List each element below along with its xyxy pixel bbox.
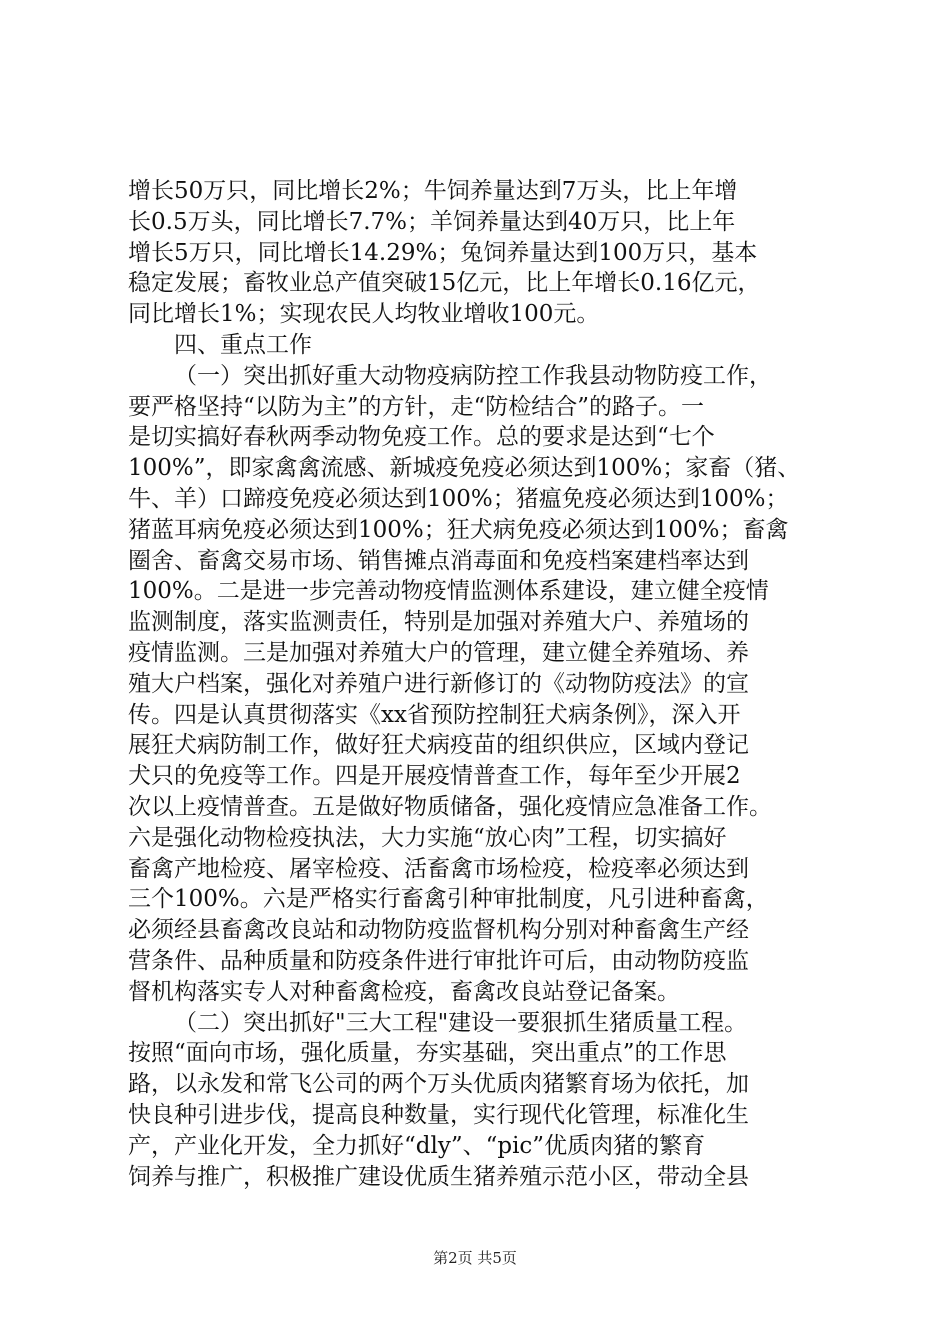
text-line: 稳定发展；畜牧业总产值突破15亿元，比上年增长0.16亿元， <box>128 270 761 297</box>
text-line: 增长50万只，同比增长2%；牛饲养量达到7万头，比上年增 <box>128 178 738 204</box>
text-line: 畜禽产地检疫、屠宰检疫、活畜禽市场检疫，检疫率必须达到 <box>128 855 749 882</box>
text-line: 展狂犬病防制工作，做好狂犬病疫苗的组织供应，区域内登记 <box>128 732 749 759</box>
text-line: 督机构落实专人对种畜禽检疫，畜禽改良站登记备案。 <box>128 978 680 1005</box>
text-line: 产，产业化开发，全力抓好“dly”、“pic”优质肉猪的繁育 <box>128 1132 706 1159</box>
text-line: 犬只的免疫等工作。四是开展疫情普查工作，每年至少开展2 <box>128 763 741 790</box>
text-line: 是切实搞好春秋两季动物免疫工作。总的要求是达到“七个 <box>128 424 715 451</box>
text-line: 快良种引进步伐，提高良种数量，实行现代化管理，标准化生 <box>128 1101 749 1128</box>
text-line: 要严格坚持“以防为主”的方针，走“防检结合”的路子。一 <box>128 393 705 420</box>
text-line: 100%。二是进一步完善动物疫情监测体系建设，建立健全疫情 <box>128 578 769 605</box>
text-line: 营条件、品种质量和防疫条件进行审批许可后，由动物防疫监 <box>128 947 749 974</box>
text-line: （一）突出抓好重大动物疫病防控工作我县动物防疫工作， <box>174 362 772 389</box>
text-line: 按照“面向市场，强化质量，夯实基础，突出重点”的工作思 <box>128 1040 727 1067</box>
text-line: 疫情监测。三是加强对养殖大户的管理，建立健全养殖场、养 <box>128 639 749 666</box>
text-line: 必须经县畜禽改良站和动物防疫监督机构分别对种畜禽生产经 <box>128 917 749 944</box>
text-line: 圈舍、畜禽交易市场、销售摊点消毒面和免疫档案建档率达到 <box>128 547 749 574</box>
text-line: 路，以永发和常飞公司的两个万头优质肉猪繁育场为依托，加 <box>128 1071 749 1098</box>
text-line: 三个100%。六是严格实行畜禽引种审批制度，凡引进种畜禽， <box>128 886 769 913</box>
text-line: 牛、羊）口蹄疫免疫必须达到100%；猪瘟免疫必须达到100%； <box>128 485 789 512</box>
text-line: 传。四是认真贯彻落实《xx省预防控制狂犬病条例》，深入开 <box>128 701 741 728</box>
text-line: 次以上疫情普查。五是做好物质储备，强化疫情应急准备工作。 <box>128 793 772 820</box>
document-body <box>128 176 840 1192</box>
text-line: （二）突出抓好"三大工程"建设一要狠抓生猪质量工程。 <box>174 1009 748 1036</box>
text-line: 增长5万只，同比增长14.29%；兔饲养量达到100万只，基本 <box>128 239 758 266</box>
text-line: 监测制度，落实监测责任，特别是加强对养殖大户、养殖场的 <box>128 609 749 636</box>
text-line: 殖大户档案，强化对养殖户进行新修订的《动物防疫法》的宣 <box>128 670 749 697</box>
text-line: 同比增长1%；实现农民人均牧业增收100元。 <box>128 301 600 328</box>
text-line: 四、重点工作 <box>174 331 312 358</box>
text-line: 100%”，即家禽禽流感、新城疫免疫必须达到100%；家畜（猪、 <box>128 455 801 482</box>
text-line: 猪蓝耳病免疫必须达到100%；狂犬病免疫必须达到100%；畜禽 <box>128 516 789 543</box>
text-line: 长0.5万头，同比增长7.7%；羊饲养量达到40万只，比上年 <box>128 208 736 235</box>
text-line: 六是强化动物检疫执法，大力实施“放心肉”工程，切实搞好 <box>128 824 727 851</box>
page-footer: 第2页 共5页 <box>433 1249 517 1267</box>
text-line: 饲养与推广，积极推广建设优质生猪养殖示范小区，带动全县 <box>128 1163 749 1190</box>
